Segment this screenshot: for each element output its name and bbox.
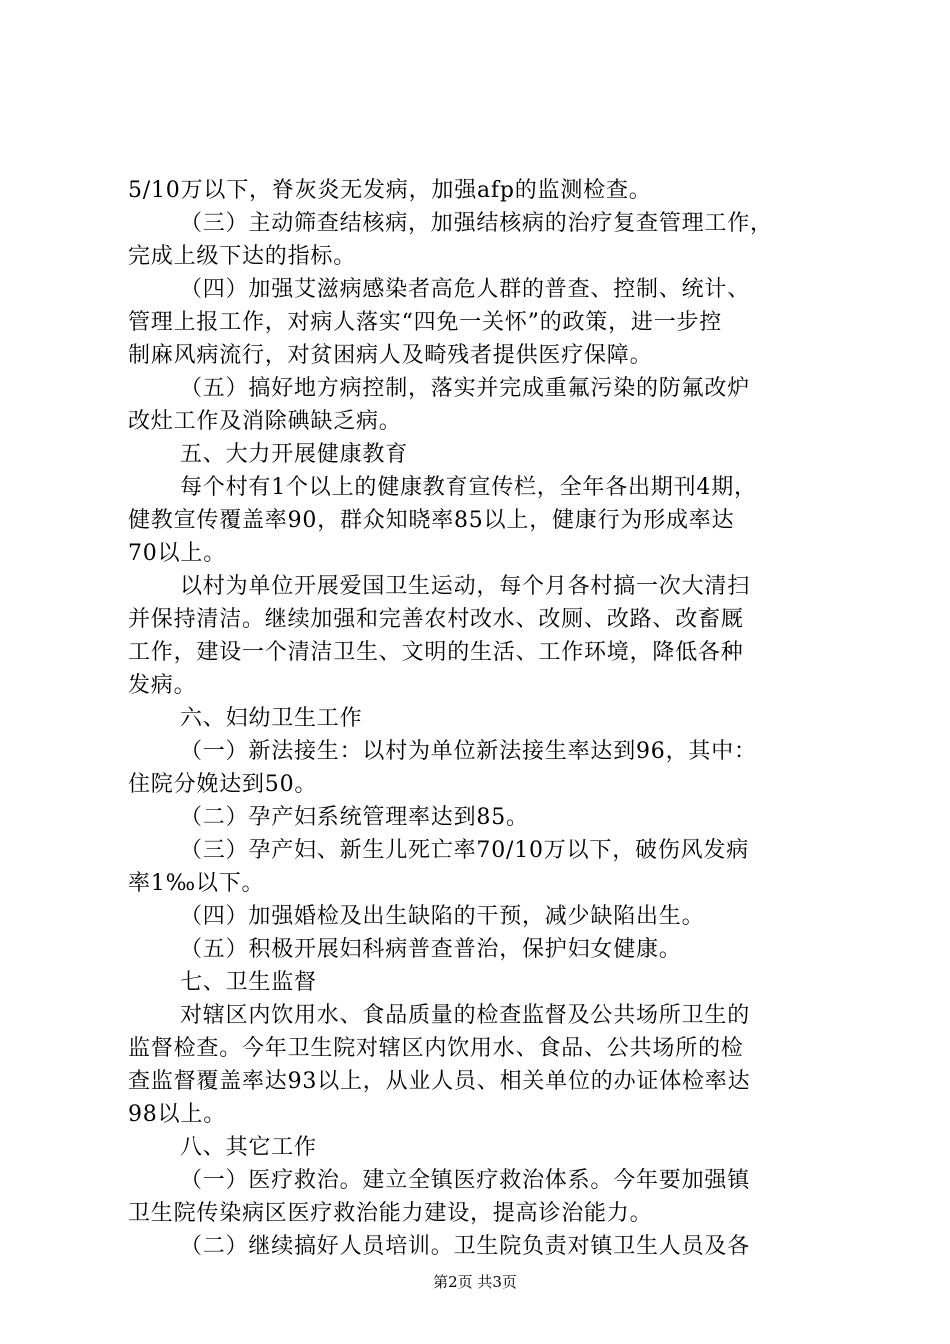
text-line: 查监督覆盖率达93以上，从业人员、相关单位的办证体检率达 [128,1069,751,1094]
text-line: 率1‰以下。 [128,871,265,896]
text-line: 98以上。 [128,1102,226,1127]
text-line: （四）加强婚检及出生缺陷的干预，减少缺陷出生。 [180,904,705,929]
text-line: 改灶工作及消除碘缺乏病。 [128,409,402,434]
section-heading: 八、其它工作 [180,1135,317,1160]
text-line: 制麻风病流行，对贫困病人及畸残者提供医疗保障。 [128,343,653,368]
text-line: 健教宣传覆盖率90，群众知晓率85以上，健康行为形成率达 [128,508,735,533]
text-line: （三）孕产妇、新生儿死亡率70/10万以下，破伤风发病 [180,838,750,863]
text-line: （五）搞好地方病控制，落实并完成重氟污染的防氟改炉 [180,376,751,401]
section-heading: 六、妇幼卫生工作 [180,706,363,731]
text-line: 完成上级下达的指标。 [128,244,357,269]
text-line: 工作，建设一个清洁卫生、文明的生活、工作环境，降低各种 [128,640,744,665]
text-line: （三）主动筛查结核病，加强结核病的治疗复查管理工作， [180,211,773,236]
text-line: （二）继续搞好人员培训。卫生院负责对镇卫生人员及各 [180,1234,751,1259]
text-line: （四）加强艾滋病感染者高危人群的普查、控制、统计、 [180,277,751,302]
text-line: 5/10万以下，脊灰炎无发病，加强afp的监测检查。 [128,178,652,203]
text-line: 每个村有1个以上的健康教育宣传栏，全年各出期刊4期， [180,475,757,500]
text-line: 住院分娩达到50。 [128,772,318,797]
text-line: 并保持清洁。继续加强和完善农村改水、改厕、改路、改畜厩 [128,607,744,632]
text-line: （一）新法接生：以村为单位新法接生率达到96，其中： [180,739,757,764]
page-footer: 第2页 共3页 [433,1273,517,1291]
section-heading: 五、大力开展健康教育 [180,442,409,467]
text-line: （一）医疗救治。建立全镇医疗救治体系。今年要加强镇 [180,1168,751,1193]
text-line: 卫生院传染病区医疗救治能力建设，提高诊治能力。 [128,1201,653,1226]
section-heading: 七、卫生监督 [180,970,317,995]
text-line: 管理上报工作，对病人落实“四免一关怀”的政策，进一步控 [128,310,723,335]
text-line: （五）积极开展妇科病普查普治，保护妇女健康。 [180,937,682,962]
text-line: 监督检查。今年卫生院对辖区内饮用水、食品、公共场所的检 [128,1036,744,1061]
text-line: 70以上。 [128,541,226,566]
text-line: 发病。 [128,673,197,698]
text-line: 以村为单位开展爱国卫生运动，每个月各村搞一次大清扫 [180,574,751,599]
text-line: （二）孕产妇系统管理率达到85。 [180,805,529,830]
text-line: 对辖区内饮用水、食品质量的检查监督及公共场所卫生的 [180,1003,751,1028]
